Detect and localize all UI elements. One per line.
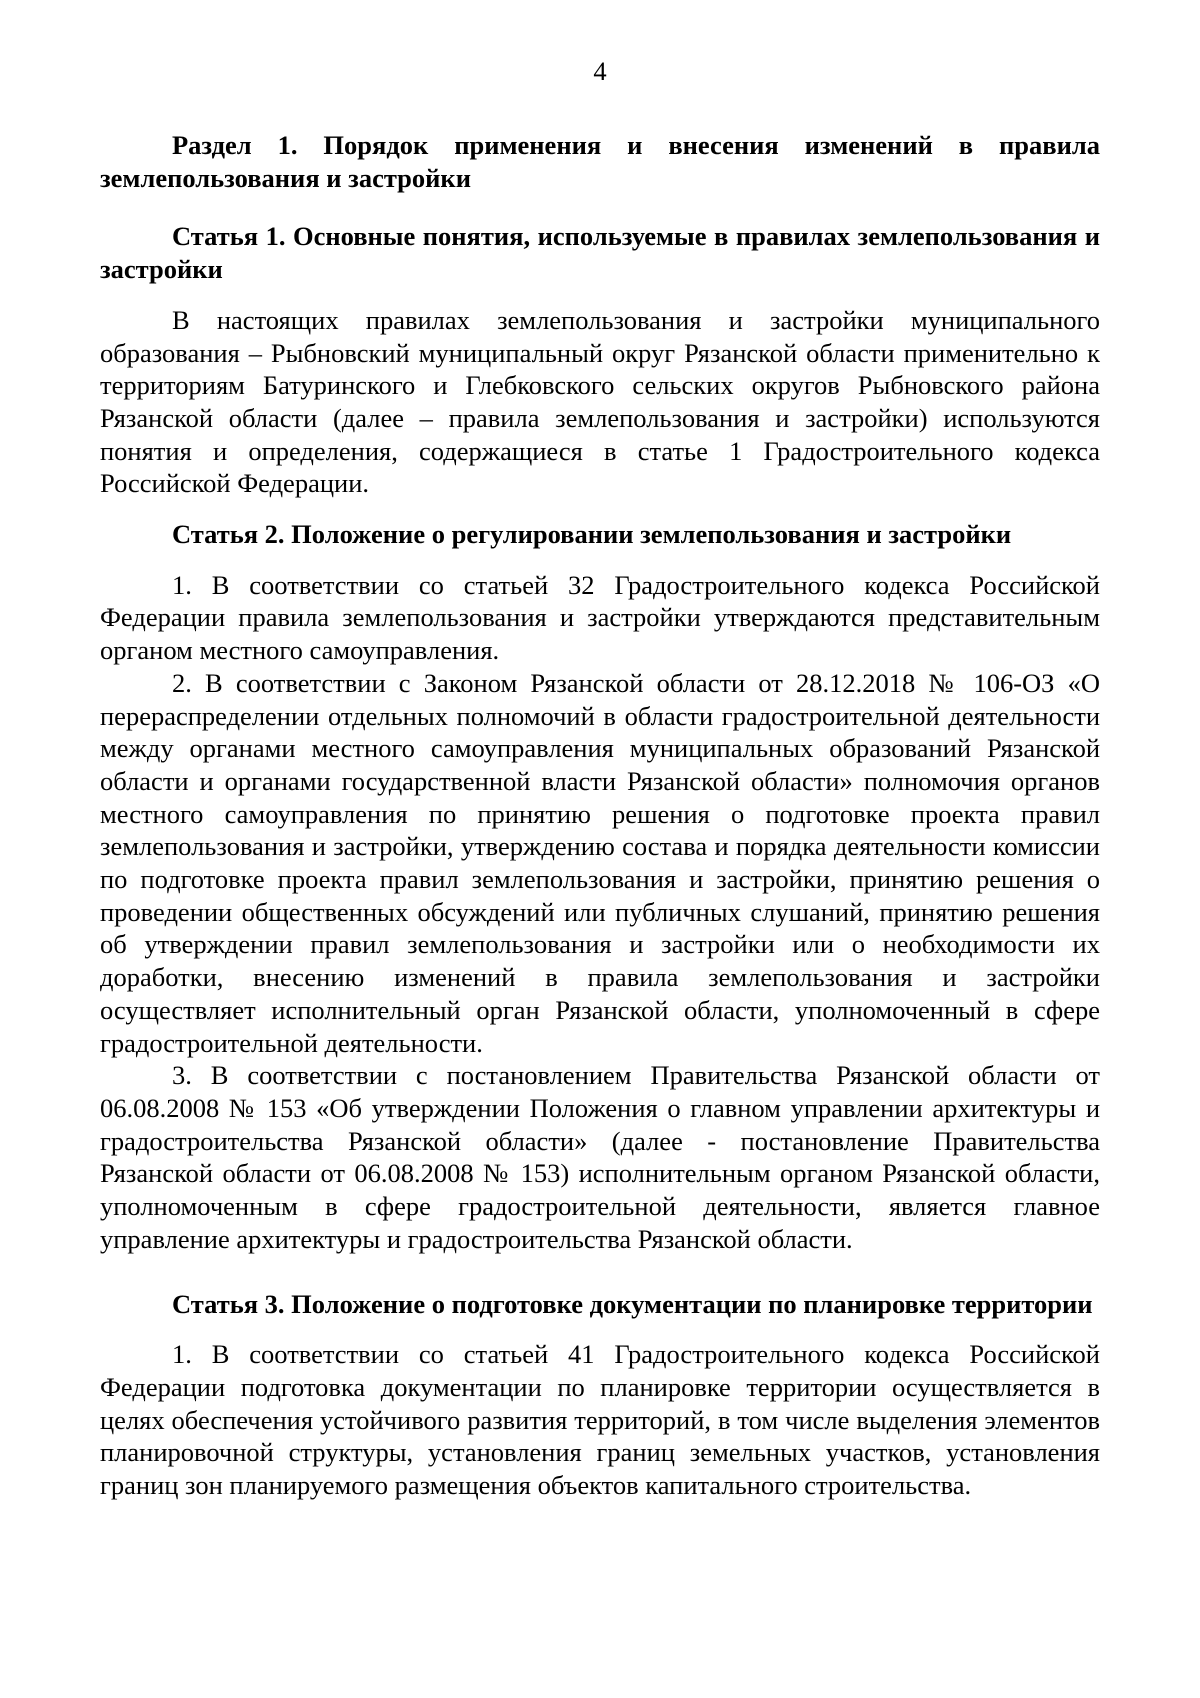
article-1-heading: Статья 1. Основные понятия, используемые в правилах землепользования и застройки xyxy=(100,221,1100,285)
article-1-paragraph-1: В настоящих правилах землепользования и застройки муниципального образования – Рыбновский муниципальный округ Рязанской области применительно к территориям Батуринского и Глебковского сельских округов Рыбновского района Рязанской области (далее – правила землепользования и застройки) используются понятия и определения, содержащиеся в статье 1 Градостроительного кодекса Российской Федерации. xyxy=(100,304,1100,499)
section-title: Раздел 1. Порядок применения и внесения изменений в правила землепользования и застройки xyxy=(100,130,1100,193)
article-2-heading: Статья 2. Положение о регулировании землепользования и застройки xyxy=(172,519,1012,550)
page-number: 4 xyxy=(593,56,607,86)
article-3-heading: Статья 3. Положение о подготовке документации по планировке территории xyxy=(172,1288,1093,1319)
article-2-paragraph-2: 2. В соответствии с Законом Рязанской области от 28.12.2018 № 106-ОЗ «О перераспределении отдельных полномочий в области градостроительной деятельности между органами местного самоуправления муниципальных образований Рязанской области и органами государственной власти Рязанской области» полномочия органов местного самоуправления по принятию решения о подготовке проекта правил землепользования и застройки, утверждению состава и порядка деятельности комиссии по подготовке проекта правил землепользования и застройки, принятию решения о проведении общественных обсуждений или публичных слушаний, принятию решения об утверждении правил землепользования и застройки или о необходимости их доработки, внесению изменений в правила землепользования и застройки осуществляет исполнительный орган Рязанской области, уполномоченный в сфере градостроительной деятельности. xyxy=(100,667,1100,1058)
article-2-paragraph-3: 3. В соответствии с постановлением Правительства Рязанской области от 06.08.2008 № 153 «Об утверждении Положения о главном управлении архитектуры и градостроительства Рязанской области» (далее - постановление Правительства Рязанской области от 06.08.2008 № 153) исполнительным органом Рязанской области, уполномоченным в сфере градостроительной деятельности, является главное управление архитектуры и градостроительства Рязанской области. xyxy=(100,1060,1100,1254)
article-3-paragraph-1: 1. В соответствии со статьей 41 Градостроительного кодекса Российской Федерации подготовка документации по планировке территории осуществляется в целях обеспечения устойчивого развития территорий, в том числе выделения элементов планировочной структуры, установления границ земельных участков, установления границ зон планируемого размещения объектов капитального строительства. xyxy=(100,1339,1100,1501)
article-2-paragraph-1: 1. В соответствии со статьей 32 Градостроительного кодекса Российской Федерации правила землепользования и застройки утверждаются представительным органом местного самоуправления. xyxy=(100,569,1100,666)
